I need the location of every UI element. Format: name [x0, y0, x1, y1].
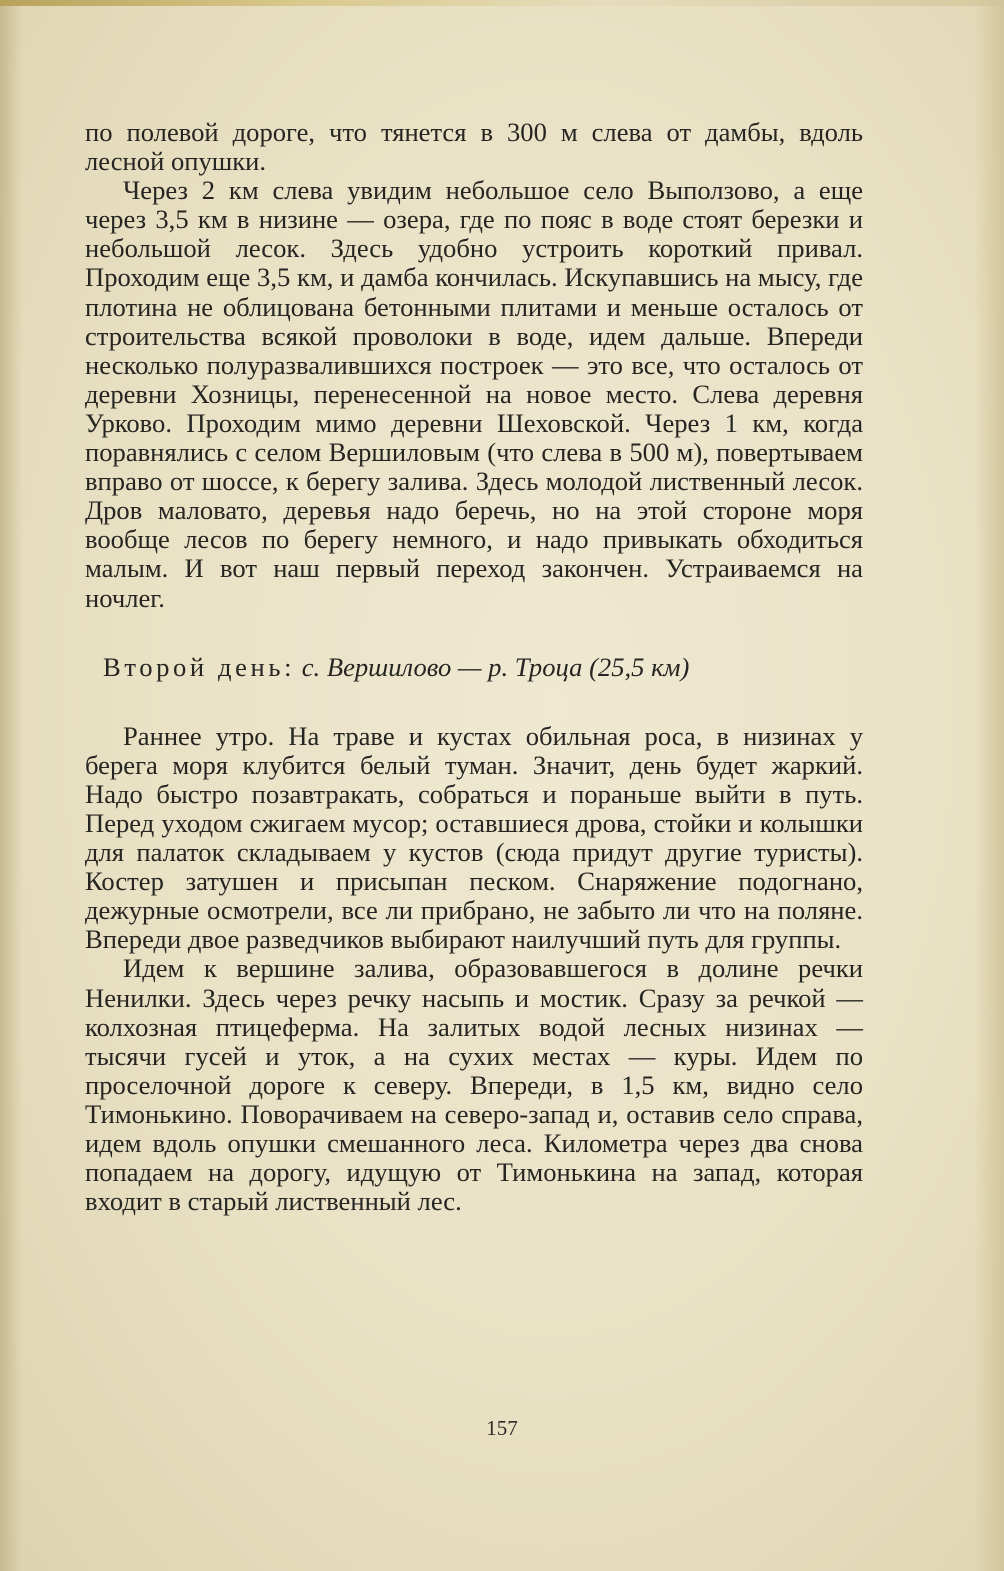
page-top-edge	[0, 0, 1004, 6]
section-heading	[103, 653, 863, 682]
section-heading-label: Второй день:	[103, 651, 296, 682]
paragraph-early-morning: Раннее утро. На траве и кустах обильная роса, в низинах у берега моря клубится белый туман. Значит, день будет жаркий. Надо быстро позавтракать, собраться и пораньше выйти в путь. Перед уходом сжигаем мусор; оставшиеся дрова, стойки и колышки для палаток складываем у кустов (сюда придут другие туристы). Костер затушен и присыпан песком. Снаряжение подогнано, дежурные осмотрели, все ли прибрано, не забыто ли что на поляне. Впереди двое разведчиков выбирают наилучший путь для группы.	[85, 720, 863, 955]
paragraph-bay-route: Идем к вершине залива, образовавшегося в долине речки Ненилки. Здесь через речку насыпь и мостик. Сразу за речкой — колхозная птицеферма. На залитых водой лесных низинах — тысячи гусей и уток, а на сухих местах — куры. Идем по проселочной дороге к северу. Впереди, в 1,5 км, видно село Тимонькино. Поворачиваем на северо-запад и, оставив село справа, идем вдоль опушки смешанного леса. Километра через два снова попадаем на дорогу, идущую от Тимонькина на запад, которая входит в старый лиственный лес.	[85, 953, 863, 1217]
paragraph-continuation: по полевой дороге, что тянется в 300 м слева от дамбы, вдоль лесной опушки.	[85, 117, 863, 177]
paragraph-day-one-route: Через 2 км слева увидим небольшое село Выползово, а еще через 3,5 км в низине — озера, где по пояс в воде стоят березки и небольшой лесок. Здесь удобно устроить короткий привал. Проходим еще 3,5 км, и дамба кончилась. Искупавшись на мысу, где плотина не облицована бетонными плитами и меньше осталось от строительства всякой проволоки в воде, идем дальше. Впереди несколько полуразвалившихся построек — это все, что осталось от деревни Хозницы, перенесенной на новое место. Слева деревня Урково. Проходим мимо деревни Шеховской. Через 1 км, когда поравнялись с селом Вершиловым (что слева в 500 м), повертываем вправо от шоссе, к берегу залива. Здесь молодой лиственный лесок. Дров маловато, деревья надо беречь, но на этой стороне моря вообще лесов по берегу немного, и надо привыкать обходиться малым. И вот наш первый переход закончен. Устраиваемся на ночлег.	[85, 175, 863, 613]
body-text	[85, 118, 863, 1216]
page-number: 157	[486, 1416, 518, 1440]
section-heading-route: с. Вершилово — р. Троца (25,5 км)	[301, 651, 690, 682]
